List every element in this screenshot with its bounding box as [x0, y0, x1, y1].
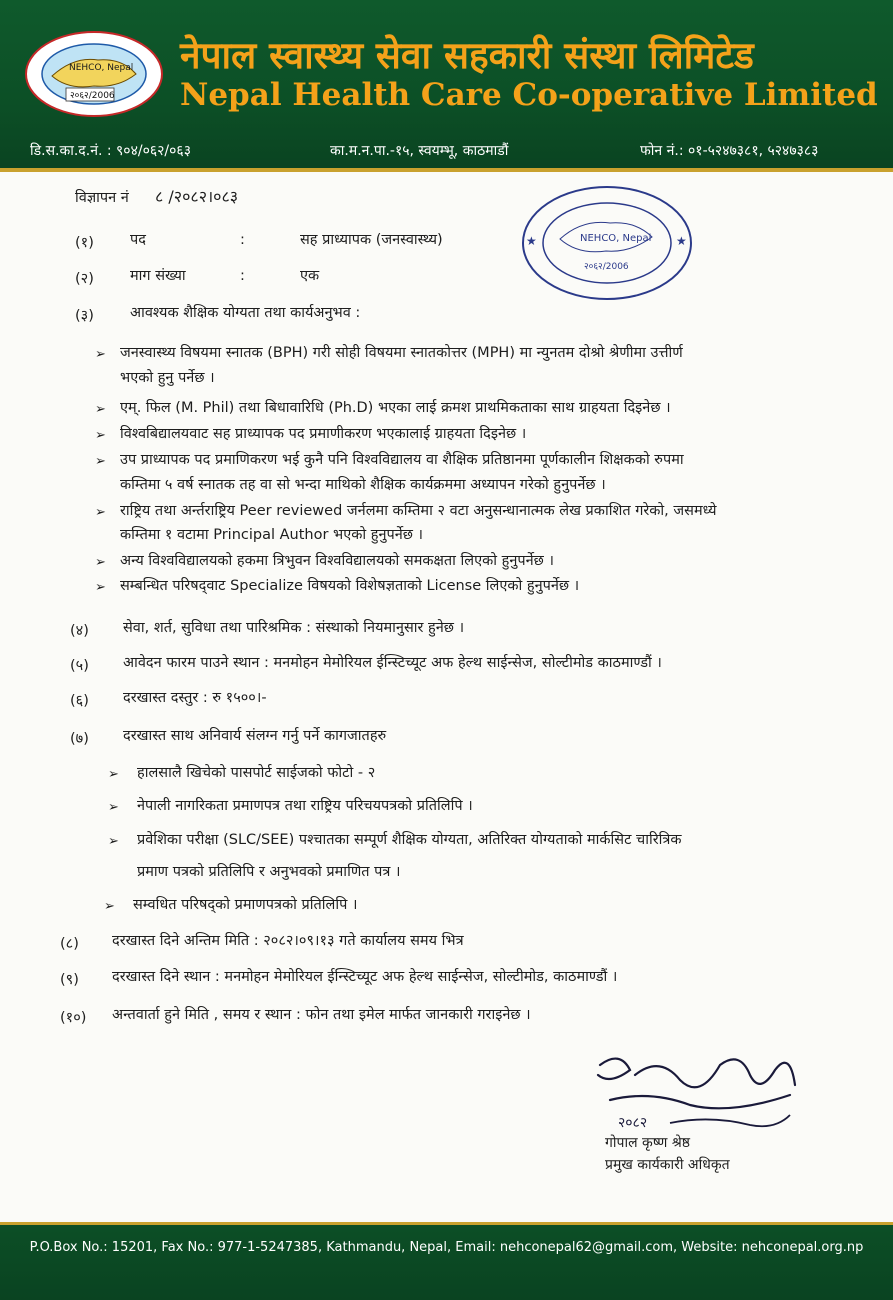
item-separator: :: [240, 232, 245, 248]
demand-count-value: एक: [300, 268, 320, 284]
notice-number-label: विज्ञापन नं: [75, 190, 129, 206]
bullet-arrow-icon: ➢: [108, 767, 119, 782]
item-number: (५): [70, 658, 89, 674]
qualification-line: एम्. फिल (M. Phil) तथा बिधावारिधि (Ph.D) भएका लाई क्रमश प्राथमिकताका साथ ग्राहयता दिइनेछ ।: [120, 400, 671, 416]
stamp-year: २०६२/2006: [584, 262, 629, 272]
document-line: नेपाली नागरिकता प्रमाणपत्र तथा राष्ट्रिय परिचयपत्रको प्रतिलिपि ।: [137, 798, 473, 814]
form-location: आवेदन फारम पाउने स्थान : मनमोहन मेमोरियल ईन्स्टिच्यूट अफ हेल्थ साईन्सेज, सोल्टीमोड काठमाण्डौं ।: [123, 655, 662, 671]
qualification-line: कम्तिमा ५ वर्ष स्नातक तह वा सो भन्दा माथिको शैक्षिक कार्यक्रममा अध्यापन गरेको हुनुपर्नेछ ।: [120, 477, 606, 493]
handwritten-signature: [590, 1045, 805, 1135]
bullet-arrow-icon: ➢: [95, 402, 106, 417]
application-deadline: दरखास्त दिने अन्तिम मिति : २०८२।०९।१३ गते कार्यालय समय भित्र: [112, 933, 464, 949]
signatory-title: प्रमुख कार्यकारी अधिकृत: [605, 1157, 730, 1173]
application-fee: दरखास्त दस्तुर : रु १५००।-: [123, 690, 267, 706]
item-label: पद: [130, 232, 146, 248]
org-name-nepali: नेपाल स्वास्थ्य सेवा सहकारी संस्था लिमिटेड: [180, 34, 754, 77]
qualification-line: उप प्राध्यापक पद प्रमाणिकरण भई कुनै पनि विश्वविद्यालय वा शैक्षिक प्रतिष्ठानमा पूर्णकालीन शिक्षकको रुपमा: [120, 452, 684, 468]
qualification-line: राष्ट्रिय तथा अर्न्तराष्ट्रिय Peer reviewed जर्नलमा कम्तिमा २ वटा अनुसन्धानात्मक लेख प्रकाशित गरेको, जसमध्ये: [120, 503, 717, 519]
address: का.म.न.पा.-१५, स्वयम्भू, काठमाडौं: [330, 143, 509, 159]
signature-date: २०८२: [618, 1115, 648, 1131]
bullet-arrow-icon: ➢: [108, 834, 119, 849]
signatory-name: गोपाल कृष्ण श्रेष्ठ: [605, 1135, 691, 1151]
service-terms: सेवा, शर्त, सुविधा तथा पारिश्रमिक : संस्थाको नियमानुसार हुनेछ ।: [123, 620, 465, 636]
org-name-english: Nepal Health Care Co-operative Limited: [180, 77, 878, 113]
item-label: माग संख्या: [130, 268, 186, 284]
bullet-arrow-icon: ➢: [104, 899, 115, 914]
footer-divider: [0, 1222, 893, 1225]
phone-numbers: फोन नं.: ०१-५२४७३८१, ५२४७३८३: [640, 143, 819, 159]
footer-contact: P.O.Box No.: 15201, Fax No.: 977-1-5247385, Kathmandu, Nepal, Email: nehconepal62@gmail.com, Website: nehconepal.org.np: [29, 1240, 864, 1255]
bullet-arrow-icon: ➢: [95, 454, 106, 469]
item-number: (६): [70, 693, 89, 709]
logo-text: NEHCO, Nepal: [69, 63, 134, 73]
bullet-arrow-icon: ➢: [95, 347, 106, 362]
item-number: (१): [75, 235, 94, 251]
stamp-text: NEHCO, Nepal: [580, 233, 652, 244]
item-number: (९): [60, 972, 79, 988]
bullet-arrow-icon: ➢: [108, 800, 119, 815]
footer-bar: [0, 1222, 893, 1300]
qualification-heading: आवश्यक शैक्षिक योग्यता तथा कार्यअनुभव :: [130, 305, 361, 321]
qualification-line: विश्वबिद्यालयवाट सह प्राध्यापक पद प्रमाणीकरण भएकालाई ग्राहयता दिइनेछ ।: [120, 426, 527, 442]
item-number: (१०): [60, 1010, 87, 1026]
qualification-line: कम्तिमा १ वटामा Principal Author भएको हुनुपर्नेछ ।: [120, 527, 424, 543]
qualification-line: अन्य विश्वविद्यालयको हकमा त्रिभुवन विश्वविद्यालयको समकक्षता लिएको हुनुपर्नेछ ।: [120, 553, 554, 569]
item-number: (२): [75, 271, 94, 287]
item-number: (८): [60, 936, 79, 952]
document-line: हालसालै खिचेको पासपोर्ट साईजको फोटो - २: [137, 765, 376, 781]
qualification-line: भएको हुनु पर्नेछ ।: [120, 370, 215, 386]
logo-year: २०६२/2006: [70, 91, 115, 101]
stamp-star-icon: ★: [526, 234, 537, 248]
registration-number: डि.स.का.द.नं. : ९०४/०६२/०६३: [30, 143, 191, 159]
bullet-arrow-icon: ➢: [95, 580, 106, 595]
required-documents-heading: दरखास्त साथ अनिवार्य संलग्न गर्नु पर्ने कागजातहरु: [123, 728, 387, 744]
bullet-arrow-icon: ➢: [95, 505, 106, 520]
document-line: सम्वधित परिषद्‌को प्रमाणपत्रको प्रतिलिपि ।: [133, 897, 358, 913]
stamp-star-icon: ★: [676, 234, 687, 248]
interview-info: अन्तवार्ता हुने मिति , समय र स्थान : फोन तथा इमेल मार्फत जानकारी गराइनेछ ।: [112, 1007, 531, 1023]
bullet-arrow-icon: ➢: [95, 555, 106, 570]
letterhead: [0, 0, 893, 172]
document-line: प्रवेशिका परीक्षा (SLC/SEE) पश्चातका सम्पूर्ण शैक्षिक योग्यता, अतिरिक्त योग्यताको मार्कसिट चारित्रिक: [137, 832, 682, 848]
official-stamp: [520, 183, 695, 303]
application-location: दरखास्त दिने स्थान : मनमोहन मेमोरियल ईन्स्टिच्यूट अफ हेल्थ साईन्सेज, सोल्टीमोड, काठमाण्डौं ।: [112, 969, 618, 985]
qualification-line: जनस्वास्थ्य विषयमा स्नातक (BPH) गरी सोही विषयमा स्नातकोत्तर (MPH) मा न्युनतम दोश्रो श्रेणीमा उत्तीर्ण: [120, 345, 683, 361]
bullet-arrow-icon: ➢: [95, 428, 106, 443]
position-value: सह प्राध्यापक (जनस्वास्थ्य): [300, 232, 443, 248]
item-number: (७): [70, 731, 89, 747]
item-number: (३): [75, 308, 94, 324]
notice-number-value: ८ /२०८२।०८३: [155, 187, 239, 206]
nehco-logo: [24, 30, 164, 118]
item-separator: :: [240, 268, 245, 284]
document-line: प्रमाण पत्रको प्रतिलिपि र अनुभवको प्रमाणित पत्र ।: [137, 864, 401, 880]
item-number: (४): [70, 623, 89, 639]
header-divider: [0, 168, 893, 172]
qualification-line: सम्बन्धित परिषद्‌वाट Specialize विषयको विशेषज्ञताको License लिएको हुनुपर्नेछ ।: [120, 578, 580, 594]
